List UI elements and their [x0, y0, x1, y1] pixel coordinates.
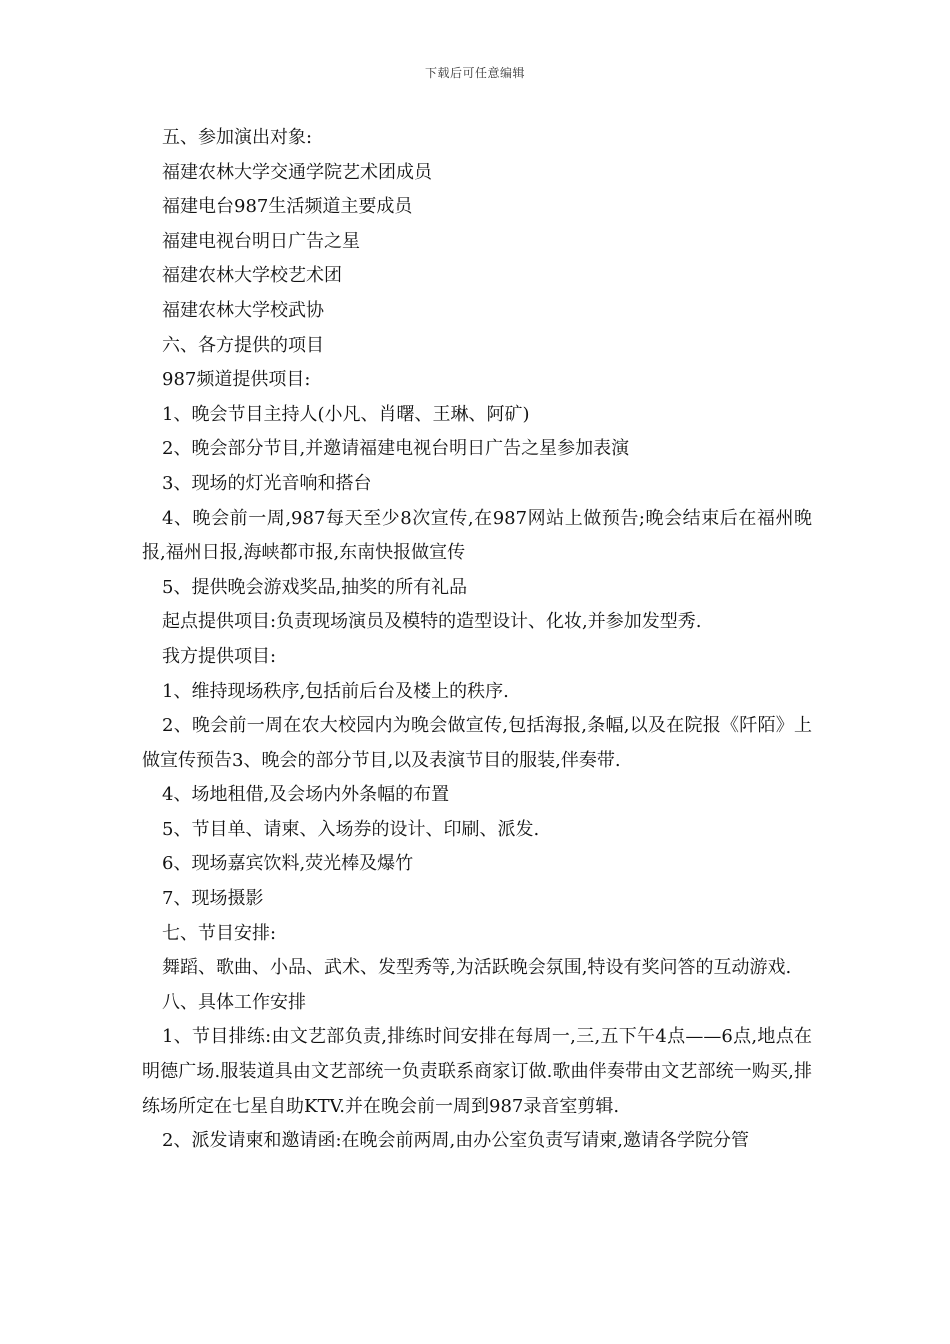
list-item: 5、提供晚会游戏奖品,抽奖的所有礼品 — [162, 576, 468, 598]
list-item: 1、节目排练:由文艺部负责,排练时间安排在每周一,三,五下午4点——6点,地点在明德广场.服装道具由文艺部统一负责联系商家订做.歌曲伴奏带由文艺部统一购买,排练场所定在七星自助KTV.并在晚会前一周到987录音室剪辑. — [142, 1026, 812, 1117]
section-heading: 五、参加演出对象: — [162, 127, 313, 148]
document-body — [142, 121, 812, 1159]
list-item: 3、现场的灯光音响和搭台 — [162, 472, 372, 494]
list-item: 7、现场摄影 — [162, 888, 264, 910]
section-heading: 八、具体工作安排 — [162, 991, 306, 1013]
list-item: 1、晚会节目主持人(小凡、肖曙、王琳、阿矿) — [162, 403, 530, 425]
paragraph: 舞蹈、歌曲、小品、武术、发型秀等,为活跃晚会氛围,特设有奖问答的互动游戏. — [162, 957, 792, 979]
list-item: 5、节目单、请柬、入场券的设计、印刷、派发. — [162, 818, 540, 840]
page-header: 下载后可任意编辑 — [424, 66, 525, 80]
section-heading: 七、节目安排: — [162, 922, 277, 944]
list-item: 福建农林大学交通学院艺术团成员 — [162, 161, 432, 183]
list-item: 2、晚会部分节目,并邀请福建电视台明日广告之星参加表演 — [162, 438, 630, 460]
list-item: 2、派发请柬和邀请函:在晚会前两周,由办公室负责写请柬,邀请各学院分管 — [162, 1130, 749, 1152]
list-item: 福建农林大学校武协 — [162, 299, 324, 321]
list-item: 2、晚会前一周在农大校园内为晚会做宣传,包括海报,条幅,以及在院报《阡陌》上做宣传预告3、晚会的部分节目,以及表演节目的服装,伴奏带. — [142, 715, 812, 771]
section-heading: 六、各方提供的项目 — [162, 334, 324, 356]
list-item: 4、晚会前一周,987每天至少8次宣传,在987网站上做预告;晚会结束后在福州晚报,福州日报,海峡都市报,东南快报做宣传 — [142, 507, 812, 564]
subheading: 我方提供项目: — [162, 645, 277, 667]
list-item: 4、场地租借,及会场内外条幅的布置 — [162, 784, 450, 806]
list-item: 1、维持现场秩序,包括前后台及楼上的秩序. — [162, 680, 509, 702]
paragraph: 起点提供项目:负责现场演员及模特的造型设计、化妆,并参加发型秀. — [162, 611, 702, 633]
list-item: 福建电台987生活频道主要成员 — [162, 196, 413, 218]
subheading: 987频道提供项目: — [162, 369, 311, 391]
list-item: 6、现场嘉宾饮料,荧光棒及爆竹 — [162, 853, 414, 875]
list-item: 福建农林大学校艺术团 — [162, 265, 342, 287]
list-item: 福建电视台明日广告之星 — [162, 230, 360, 252]
